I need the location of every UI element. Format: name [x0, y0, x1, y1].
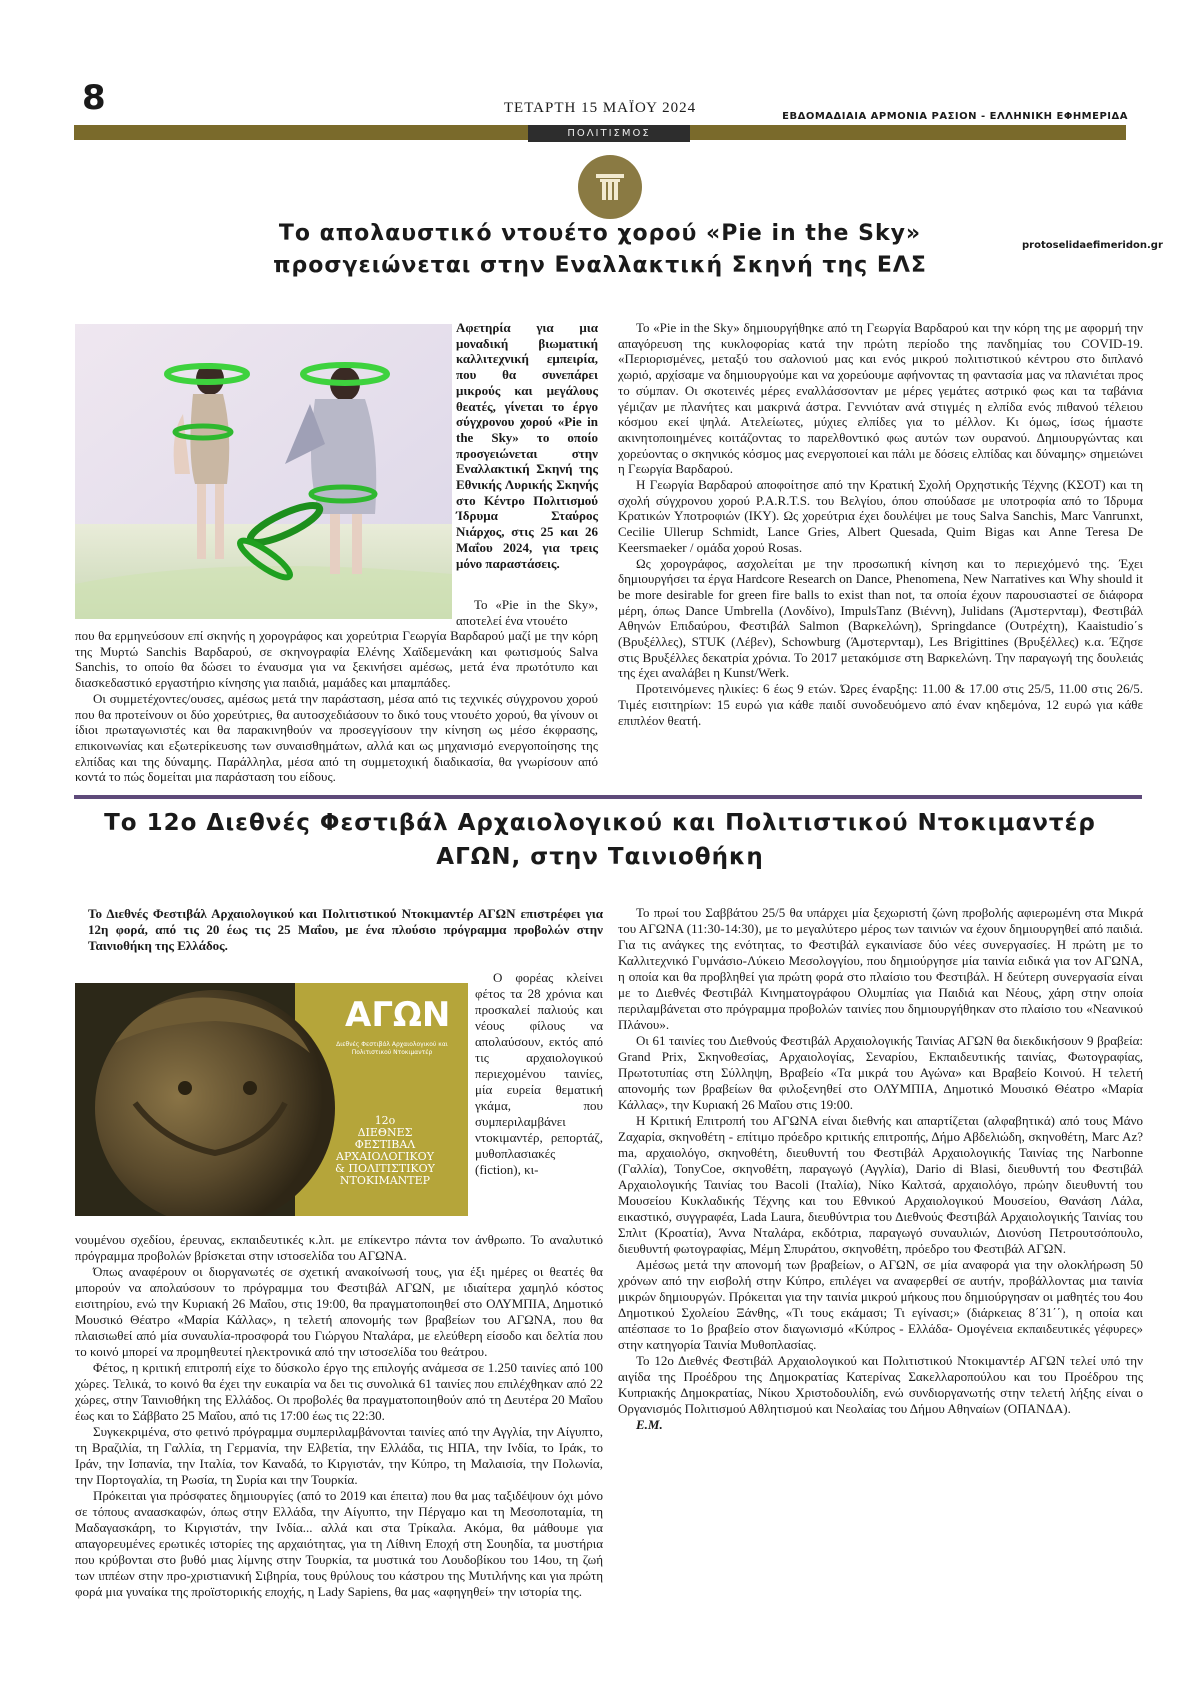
- paragraph: Πρόκειται για πρόσφατες δημιουργίες (από το 2019 και έπειτα) που θα μας ταξιδέψουν όχι μόνο σε τόπους αναασκαφών, όπως στην Ελλάδα, την Αίγυπτο, την Πέργαμο και τη Μεσοποταμία, τη Μαδαγασκάρη, το Κιργιστάν, την Ινδία... αλλά και στα Τρίκαλα. Ακόμα, θα μάθουμε για απαγορευμένες ερωτικές ιστορίες της αρχαιότητας, για τη Λίθινη Εποχή στη Σουηδία, τα μυστήρια που κρύβονται στο βυθό μιας λίμνης στην Τουρκία, τα μυστικά του Λουδοβίκου του 14ου, τη ζωή των ιππέων στην προ-χριστιανική Σιβηρία, τους θρύλους του κάστρου της Μυτιλήνης και για πρώτη φορά μια γυναίκα της προϊστορικής εποχής, η Lady Sapiens, θα μας «αφηγηθεί» την ιστορία της.: [75, 1488, 603, 1599]
- article-1-column-1: [75, 628, 598, 785]
- paragraph: Το «Pie in the Sky» δημιουργήθηκε από τη Γεωργία Βαρδαρού και την κόρη της με αφορμή την απαγόρευση της κυκλοφορίας κατά την πρώτη περίοδο της πανδημίας του COVID-19. «Περιορισμένες, μεταξύ του σαλονιού μας και ενός μικρού πολιτιστικού κέντρου στο διπλανό χωριό, αρχίσαμε να δημιουργούμε και να χορεύουμε αφήνοντας τη φαντασία μας να πλανιέται προς το σύμπαν. Οι σκοτεινές μέρες εναλλάσσονταν με μέρες γεμάτες αστρικό φως και τα ταβάνια γέμιζαν με πλανήτες και μακρινά άστρα. Γεννιόταν ανά στιγμές η ελπίδα ενός πιθανού τέλειου κόσμου εκεί ψηλά. Ατελείωτες, μύχιες ελπίδες για το μέλλον. Κι όμως, ίσως ήμαστε ακινητοποιημένες κοιτάζοντας το παρελθοντικό φως αυτών των ουρανού. Δημιουργώντας και χορεύοντας ο σκηνικός κόσμος μας ενεργοποιεί και πάλι με δόσεις ελπίδας και δύναμης» σημειώνει η Γεωργία Βαρδαρού.: [618, 320, 1143, 477]
- poster-line: & ΠΟΛΙΤΙΣΤΙΚΟΥ: [335, 1162, 435, 1175]
- article-2-column-2: [618, 905, 1143, 1433]
- issue-date: ΤΕΤΑΡΤΗ 15 ΜΑΪΟΥ 2024: [503, 100, 697, 116]
- source-watermark: protoselidaefimeridon.gr: [1022, 240, 1163, 251]
- paragraph: Αμέσως μετά την απονομή των βραβείων, ο ΑΓΩΝ, σε μία αναφορά για την ολοκλήρωση 50 χρόνων από την εισβολή στην Κύπρο, επιλέγει να αναφερθεί σε αυτήν, προβάλλοντας μια ταινία μικρών δημιουργών. Πρόκειται για την ταινία μικρού μήκους που δημιούργησαν οι μαθητές του 4ου Δημοτικού Σχολείου Ξάνθης, «Τι τους εκάμασι; Τι εγίνασι;» (διάρκειας 8΄31΄΄), η οποία και απέσπασε το 1ο βραβείο στον διαγωνισμό «Κύπρος - Ελλάδα- Ομογένεια εκπαιδευτικές γέφυρες» στην κατηγορία Ταινία Μυθοπλασίας.: [618, 1257, 1143, 1352]
- article-2-column-1: [75, 1232, 603, 1600]
- author-signature: Ε.Μ.: [636, 1417, 663, 1432]
- festival-poster: [75, 983, 468, 1216]
- paragraph: Η Γεωργία Βαρδαρού αποφοίτησε από την Κρατική Σχολή Ορχηστικής Τέχνης (ΚΣΟΤ) και τη σχολή σύγχρονου χορού P.A.R.T.S. του Βελγίου, όπου σπούδασε με υποτροφία από το Ίδρυμα Κρατικών Υποτροφιών (ΙΚΥ). Ως χορεύτρια έχει δουλέψει με τους Salva Sanchis, Marc Vanrunxt, Cecilie Ullerup Schmidt, Lance Gries, Albert Quesada, Quim Bigas και Anne Teresa De Keersmaeker / ομάδα χορού Rosas.: [618, 477, 1143, 555]
- paragraph: που θα ερμηνεύσουν επί σκηνής η χορογράφος και χορεύτρια Γεωργία Βαρδαρού μαζί με την κόρη της Μυρτώ Sanchis Βαρδαρού, σε σκηνογραφία Ελένης Χαϊδεμενάκη και φωτισμούς Salva Sanchis, το οποίο θα δώσει το έναυσμα για να ξεκινήσει αμέσως, μετά ένα πρωτότυπο και διασκεδαστικό εργαστήριο κίνησης για παιδιά, μαμάδες και μπαμπάδες.: [75, 628, 598, 691]
- poster-edition: 12ο: [374, 1114, 396, 1127]
- paragraph: Το πρωί του Σαββάτου 25/5 θα υπάρχει μία ξεχωριστή ζώνη προβολής αφιερωμένη στα Μικρά του ΑΓΩΝΑ (11:30-14:30), με το μεγαλύτερο μέρος των ταινιών να έχουν δημιουργηθεί από παιδιά. Για τις ανάγκες της ενότητας, το Φεστιβάλ εγκαινίασε δύο νέες συνεργασίες. Η πρώτη με το Καλλιτεχνικό Γυμνάσιο-Λύκειο Μεσολογγίου, που δημιούργησε μία ταινία ειδικά για τον ΑΓΩΝΑ, η οποία και θα προβληθεί για πρώτη φορά στο πλαίσιο του Φεστιβάλ. Η δεύτερη συνεργασία είναι με το Διεθνές Φεστιβάλ Κινηματογράφου Ολυμπίας για Παιδιά και Νέους, χάρη στην οποία περιλαμβάνεται στο πρόγραμμα προβολών ταινίες που δημιουργήθηκαν στο πλαίσιο του «Νεανικού Πλάνου».: [618, 905, 1143, 1032]
- article-1-intro-start: Το «Pie in the Sky», αποτελεί ένα ντουέτο: [456, 597, 598, 628]
- paragraph: Προτεινόμενες ηλικίες: 6 έως 9 ετών. Ώρες έναρξης: 11.00 & 17.00 στις 25/5, 11.00 στις 26/5. Τιμές εισιτηρίων: 15 ευρώ για κάθε παιδί συνοδευόμενο από έναν κηδεμόνα, 12 ευρώ για κάθε επιπλέον θεατή.: [618, 681, 1143, 728]
- paragraph: Όπως αναφέρουν οι διοργανωτές σε σχετική ανακοίνωσή τους, για έξι ημέρες οι θεατές θα μπορούν να απολαύσουν το πρόγραμμα του Φεστιβάλ ΑΓΩΝ, με ιδιαίτερα χαμηλό κόστος εισιτηρίου, ενώ την Κυριακή 26 Μαΐου, στις 19:00, θα πραγματοποιηθεί στο ΟΛΥΜΠΙΑ, Δημοτικό Μουσικό Θέατρο «Μαρία Κάλλας», η τελετή απονομής των βραβείων του ΑΓΩΝΑ, που θα πλαισιωθεί από μία συναυλία-προσφορά του Γιώργου Νταλάρα, με ελεύθερη είσοδο και δελτία που το κοινό μπορεί να προμηθευτεί ηλεκτρονικά από την ιστοσελίδα του θεάτρου.: [75, 1264, 603, 1359]
- paragraph: Το 12ο Διεθνές Φεστιβάλ Αρχαιολογικού και Πολιτιστικού Ντοκιμαντέρ ΑΓΩΝ τελεί υπό την αιγίδα της Προέδρου της Δημοκρατίας Κατερίνας Σακελλαροπούλου και του Προέδρου της Κυπριακής Δημοκρατίας, Νίκου Χριστοδουλίδη, ενώ συνδιοργανωτής στην τελετή λήξης είναι ο Οργανισμός Πολιτισμού Αθλητισμού και Νεολαίας του Δήμου Αθηναίων (ΟΠΑΝΔΑ).: [618, 1353, 1143, 1416]
- poster-subtitle: Διεθνές Φεστιβάλ Αρχαιολογικού και Πολιτιστικού Ντοκιμαντέρ: [336, 1041, 448, 1056]
- article-1-column-2: [618, 320, 1143, 728]
- poster-line: ΝΤΟΚΙΜΑΝΤΕΡ: [339, 1174, 431, 1187]
- column-icon: [578, 155, 642, 219]
- article-2-lead: Το Διεθνές Φεστιβάλ Αρχαιολογικού και Πολιτιστικού Ντοκιμαντέρ ΑΓΩΝ επιστρέφει για 12η φορά, από τις 20 έως τις 25 Μαΐου, με ένα πλούσιο πρόγραμμα προβολών στην Ταινιοθήκη της Ελλάδος.: [88, 906, 603, 953]
- page-number: 8: [82, 78, 106, 118]
- poster-logo: ΑΓΩΝ: [345, 995, 451, 1035]
- paragraph: νουμένου σχεδίου, έρευνας, εκπαιδευτικές κ.λπ. με επίκεντρο πάντα τον άνθρωπο. Το αναλυτικό πρόγραμμα προβολών βρίσκεται στην ιστοσελίδα του ΑΓΩΝΑ.: [75, 1232, 603, 1263]
- masthead: ΕΒΔΟΜΑΔΙΑΙΑ ΑΡΜΟΝΙΑ ΡΑΣΙΟΝ - ΕΛΛΗΝΙΚΗ ΕΦΗΜΕΡΙΔΑ: [782, 111, 1128, 122]
- paragraph: Η Κριτική Επιτροπή του ΑΓΩΝΑ είναι διεθνής και απαρτίζεται (αλφαβητικά) από τους Μάνο Ζαχαρία, σκηνοθέτη - επίτιμο πρόεδρο κριτικής επιτροπής, Δήμο Αβδελιώδη, σκηνοθέτη, Marc Az?ma, αρχαιολόγο, σκηνοθέτη, διευθυντή του Φεστιβάλ Αρχαιολογικής Ταινίας της Narbonne (Γαλλία), TonyCoe, σκηνοθέτη, παραγωγό (Αγγλία), Dario di Blasi, διευθυντή του Φεστιβάλ Αρχαιολογικής Ταινίας του Bacoli (Ιταλία), Νίκο Καλτσά, αρχαιολόγο, πρώην διευθυντή του Μουσείου Κυκλαδικής Τέχνης και του Εθνικού Αρχαιολογικού Μουσείου, Θανάση Λάλα, εικαστικό, συγγραφέα, Lada Laura, διευθύντρια του Διεθνούς Φεστιβάλ Αρχαιολογικής Ταινίας του Σπλιτ (Κροατία), Άννα Νταλάρα, εκδότρια, παραγωγό συναυλιών, Διονύση Πετρουτσόπουλο, διευθυντή φωτογραφίας, Μέμη Σπυράτου, σκηνοθέτη, πρόεδρο του Φεστιβάλ ΑΓΩΝ.: [618, 1113, 1143, 1256]
- section-label: ΠΟΛΙΤΙΣΜΟΣ: [528, 125, 690, 142]
- article-1-lead: Αφετηρία για μια μοναδική βιωματική καλλιτεχνική εμπειρία, που θα συνεπάρει μικρούς και μεγάλους θεατές, γίνεται το έργο σύγχρονου χορού «Pie in the Sky» το οποίο προσγειώνεται στην Εναλλακτική Σκηνή της Εθνικής Λυρικής Σκηνής στο Κέντρο Πολιτισμού Ίδρυμα Σταύρος Νιάρχος, στις 25 και 26 Μαΐου 2024, για τρεις μόνο παραστάσεις.: [456, 320, 598, 571]
- dance-photo: [75, 324, 452, 619]
- poster-line: ΔΙΕΘΝΕΣ: [357, 1126, 413, 1139]
- article-divider: [74, 795, 1142, 799]
- paragraph: Οι 61 ταινίες του Διεθνούς Φεστιβάλ Αρχαιολογικής Ταινίας ΑΓΩΝ θα διεκδικήσουν 9 βραβεία: Grand Prix, Σκηνοθεσίας, Αρχαιολογίας, Σεναρίου, Εκπαιδευτικής ταινίας, Φωτογραφίας, Πρωτοτυπίας στη Σύλληψη, Βραβείο «Τα μικρά του Αγώνα» και Βραβείο Κοινού. Η τελετή απονομής των βραβείων θα φιλοξενηθεί στο ΟΛΥΜΠΙΑ, Δημοτικό Μουσικό Θέατρο «Μαρία Κάλλας», την Κυριακή 26 Μαΐου στις 19:00.: [618, 1033, 1143, 1112]
- article-2-intro-start: Ο φορέας κλείνει φέτος τα 28 χρόνια και προσκαλεί παλιούς και νέους φίλους να απολαύσουν, εκτός από τις αρχαιολογικού περιεχομένου ταινίες, μία ευρεία θεματική γκάμα, που συμπεριλαμβάνει ντοκιμαντέρ, ρεπορτάζ, μυθοπλασιακές (fiction), κι-: [475, 970, 603, 1177]
- paragraph: Συγκεκριμένα, στο φετινό πρόγραμμα συμπεριλαμβάνονται ταινίες από την Αγγλία, την Αίγυπτο, τη Βραζιλία, τη Γαλλία, τη Γερμανία, την Ελβετία, την Ελλάδα, τις ΗΠΑ, την Ινδία, το Ιράκ, το Ιράν, την Ισπανία, την Ιταλία, τον Καναδά, το Κιργιστάν, την Κύπρο, τη Μαλαισία, την Πολωνία, την Πορτογαλία, τη Ρωσία, τη Συρία και την Τουρκία.: [75, 1424, 603, 1487]
- article-2-title: Το 12ο Διεθνές Φεστιβάλ Αρχαιολογικού και Πολιτιστικού Ντοκιμαντέρ ΑΓΩΝ, στην Ταινιοθήκη: [104, 810, 1096, 870]
- paragraph: Οι συμμετέχοντες/ουσες, αμέσως μετά την παράσταση, μέσα από τις τεχνικές σύγχρονου χορού που θα προτείνουν οι δύο χορεύτριες, θα αυτοσχεδιάσουν το δικό τους ντουέτο χορού, θα γίνουν οι ίδιοι πρωταγωνιστές και θα παρακινηθούν να προσεγγίσουν την κίνηση ως μέσο έκφρασης, επικοινωνίας και εξωτερίκευσης των συναισθημάτων, αλλά και ως μηχανισμό ενεργοποίησης της ελπίδας και της δύναμης. Παράλληλα, μέσα από τη συμμετοχική διαδικασία, θα γνωρίσουν από κοντά το πώς δομείται μια παράσταση του είδους.: [75, 690, 598, 785]
- poster-line: ΑΡΧΑΙΟΛΟΓΙΚΟΥ: [336, 1150, 434, 1163]
- paragraph: Φέτος, η κριτική επιτροπή είχε το δύσκολο έργο της επιλογής ανάμεσα σε 1.250 ταινίες από 100 χώρες. Τελικά, το κοινό θα έχει την ευκαιρία να δει τις συνολικά 61 ταινίες που επιλέχθηκαν από 22 χώρες, στην Ταινιοθήκη της Ελλάδος. Οι προβολές θα πραγματοποιηθούν από τη Δευτέρα 20 Μαΐου έως και το Σάββατο 25 Μαΐου, από τις 17:00 έως τις 22:30.: [75, 1360, 603, 1423]
- paragraph: Ως χορογράφος, ασχολείται με την προσωπική κίνηση και το περιεχόμενό της. Έχει δημιουργήσει τα έργα Hardcore Research on Dance, Phenomena, New Narratives και Why should it be more desirable for green fire balls to exist than not, τα οποία έχουν παρουσιαστεί σε διάφορα μέρη, όπως Dance Umbrella (Λονδίνο), ImpulsTanz (Βιέννη), Julidans (Άμστερνταμ), Φεστιβάλ Αθηνών Επιδαύρου, Φεστιβάλ Salmon (Βαρκελώνη), Springdance (Ουτρέχτη), Kaaistudio΄s (Βρυξέλλες), STUK (Λέβεν), Schowburg (Άμστερνταμ), Les Brigittines (Βρυξέλλες) κ.α. Έζησε στις Βρυξέλλες δεκατρία χρόνια. Το 2017 μετακόμισε στη Βαρκελώνη. Την παραγωγή της δουλειάς της έχει αναλάβει η Kunst/Werk.: [618, 555, 1143, 681]
- poster-line: ΦΕΣΤΙΒΑΛ: [354, 1138, 416, 1151]
- article-1-title: Το απολαυστικό ντουέτο χορού «Pie in the Sky» προσγειώνεται στην Εναλλακτική Σκηνή της ΕΛΣ: [273, 221, 927, 278]
